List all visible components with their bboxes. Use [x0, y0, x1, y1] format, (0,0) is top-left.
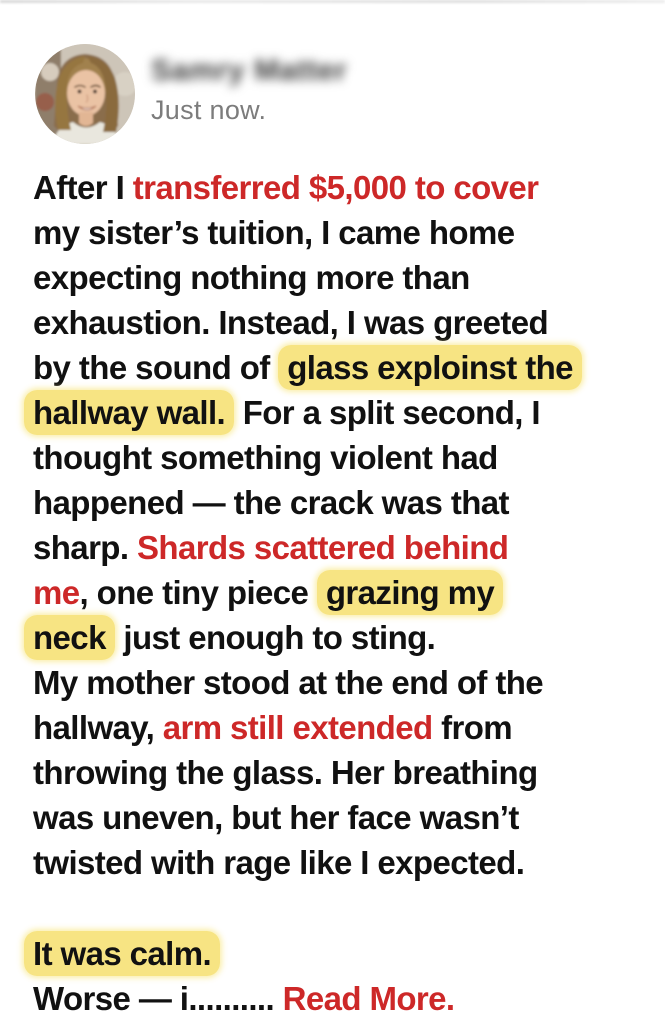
text-segment: was uneven, but her face wasn’t: [33, 799, 519, 836]
text-segment: My mother stood at the end of the: [33, 664, 544, 701]
post-header: [35, 44, 347, 144]
emphasis-red-text: me: [33, 574, 80, 611]
text-line: [33, 705, 648, 750]
text-segment: throwing the glass. Her breathing: [33, 754, 538, 791]
text-line: [33, 660, 648, 705]
text-segment: Worse — i..........: [33, 980, 283, 1017]
text-segment: just enough to sting.: [114, 619, 436, 656]
read-more-link[interactable]: Read More.: [282, 980, 455, 1017]
text-segment: thought something violent had: [33, 439, 498, 476]
text-segment: my sister’s tuition, I came home: [33, 214, 515, 251]
emphasis-red-text: Shards scattered behind: [137, 529, 509, 566]
text-line: [33, 615, 648, 660]
text-line: [33, 435, 648, 480]
text-segment: exhaustion. Instead, I was greeted: [33, 304, 549, 341]
text-line: [33, 570, 648, 615]
text-line: [33, 255, 648, 300]
highlighted-text: glass exploinst the: [278, 345, 582, 390]
text-line: [33, 300, 648, 345]
highlighted-text: neck: [24, 615, 115, 660]
text-segment: expecting nothing more than: [33, 259, 470, 296]
text-line: [33, 795, 648, 840]
text-segment: twisted with rage like I expected.: [33, 844, 525, 881]
highlighted-text: grazing my: [317, 570, 503, 615]
text-segment: hallway,: [33, 709, 163, 746]
top-edge-artifact: [0, 0, 665, 3]
user-name[interactable]: Samry Matter: [151, 54, 348, 87]
text-segment: from: [432, 709, 513, 746]
text-line: [33, 525, 648, 570]
post-text: [33, 165, 648, 1021]
avatar[interactable]: [35, 44, 135, 144]
text-line: [33, 390, 648, 435]
text-line: [33, 165, 648, 210]
text-line: [33, 345, 648, 390]
emphasis-red-text: transferred $5,000 to cover: [132, 169, 539, 206]
profile-photo: [35, 44, 135, 144]
text-segment: , one tiny piece: [79, 574, 317, 611]
text-line: [33, 931, 648, 976]
text-segment: For a split second, I: [234, 394, 540, 431]
post-timestamp: Just now.: [151, 95, 267, 125]
text-line: [33, 750, 648, 795]
text-line: [33, 976, 648, 1021]
text-segment: After I: [33, 169, 133, 206]
text-segment: by the sound of: [33, 349, 279, 386]
text-segment: sharp.: [33, 529, 138, 566]
text-segment: happened — the crack was that: [33, 484, 509, 521]
text-line: [33, 480, 648, 525]
header-meta: [151, 44, 347, 126]
highlighted-text: It was calm.: [24, 931, 220, 976]
emphasis-red-text: arm still extended: [162, 709, 433, 746]
highlighted-text: hallway wall.: [24, 390, 234, 435]
text-line: [33, 210, 648, 255]
text-line: [33, 840, 648, 885]
